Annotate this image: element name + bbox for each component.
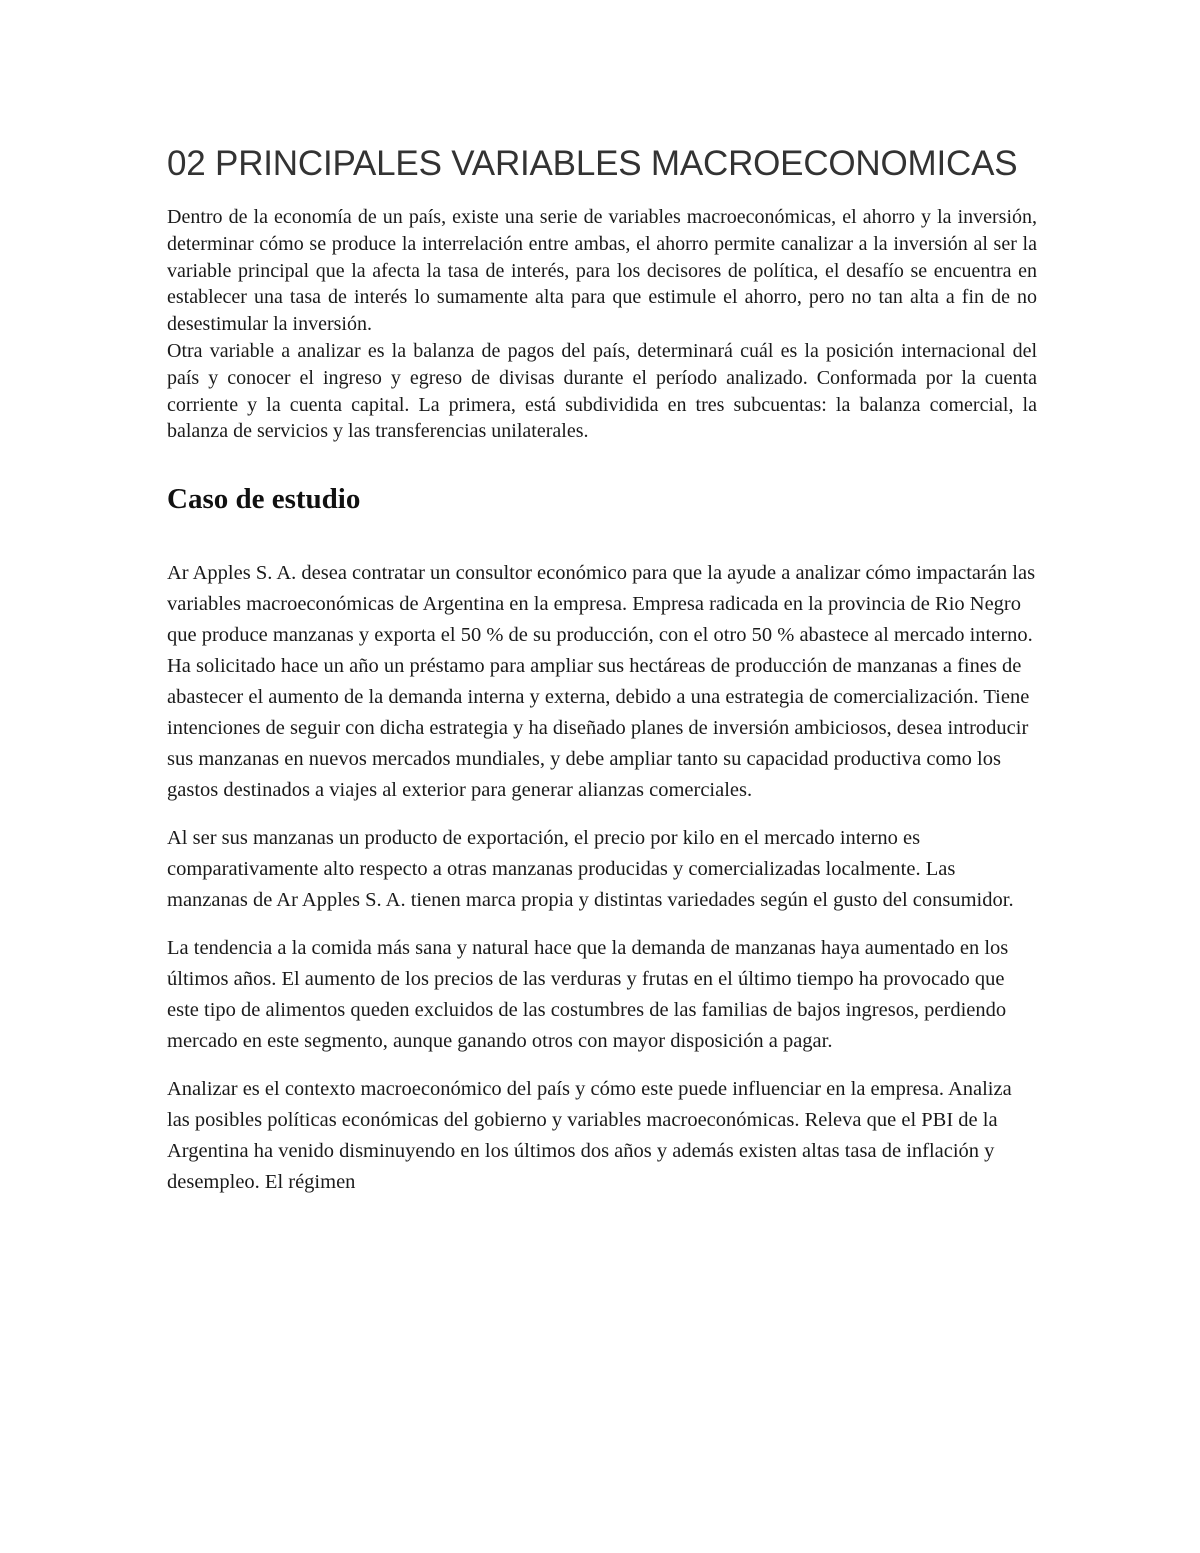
document-content [167, 138, 1037, 1198]
section-heading-case-study: Caso de estudio [167, 483, 361, 516]
case-paragraph: Al ser sus manzanas un producto de exportación, el precio por kilo en el mercado interno es comparativamente alto respecto a otras manzanas producidas y comercializadas localmente. Las manzanas de Ar Apples S. A. tienen marca propia y distintas variedades según el gusto del consumidor. [167, 827, 1014, 912]
intro-paragraph: Otra variable a analizar es la balanza de pagos del país, determinará cuál es la posición internacional del país y conocer el ingreso y egreso de divisas durante el período analizado. Conformada por la cuenta corriente y la cuenta capital. La primera, está subdividida en tres subcuentas: la balanza comercial, la balanza de servicios y las transferencias unilaterales. [167, 339, 1037, 443]
case-paragraph: La tendencia a la comida más sana y natural hace que la demanda de manzanas haya aumentado en los últimos años. El aumento de los precios de las verduras y frutas en el último tiempo ha provocado que este tipo de alimentos queden excluidos de las costumbres de las familias de bajos ingresos, perdiendo mercado en este segmento, aunque ganando otros con mayor disposición a pagar. [167, 937, 1009, 1053]
case-paragraph: Analizar es el contexto macroeconómico del país y cómo este puede influenciar en la empresa. Analiza las posibles políticas económicas del gobierno y variables macroeconómicas. Releva que el PBI de la Argentina ha venido disminuyendo en los últimos dos años y además existen altas tasa de inflación y desempleo. El régimen [167, 1078, 1012, 1194]
case-study-section [167, 558, 1037, 1198]
intro-paragraph: Dentro de la economía de un país, existe una serie de variables macroeconómicas, el ahorro y la inversión, determinar cómo se produce la interrelación entre ambas, el ahorro permite canalizar a la inversión al ser la variable principal que la afecta la tasa de interés, para los decisores de política, el desafío se encuentra en establecer una tasa de interés lo sumamente alta para que estimule el ahorro, pero no tan alta a fin de no desestimular la inversión. [167, 206, 1037, 336]
intro-section [167, 204, 1037, 445]
document-title: 02 PRINCIPALES VARIABLES MACROECONOMICAS [167, 144, 1018, 183]
case-paragraph: Ar Apples S. A. desea contratar un consultor económico para que la ayude a analizar cómo impactarán las variables macroeconómicas de Argentina en la empresa. Empresa radicada en la provincia de Rio Negro que produce manzanas y exporta el 50 % de su producción, con el otro 50 % abastece al mercado interno. Ha solicitado hace un año un préstamo para ampliar sus hectáreas de producción de manzanas a fines de abastecer el aumento de la demanda interna y externa, debido a una estrategia de comercialización. Tiene intenciones de seguir con dicha estrategia y ha diseñado planes de inversión ambiciosos, desea introducir sus manzanas en nuevos mercados mundiales, y debe ampliar tanto su capacidad productiva como los gastos destinados a viajes al exterior para generar alianzas comerciales. [167, 562, 1036, 802]
